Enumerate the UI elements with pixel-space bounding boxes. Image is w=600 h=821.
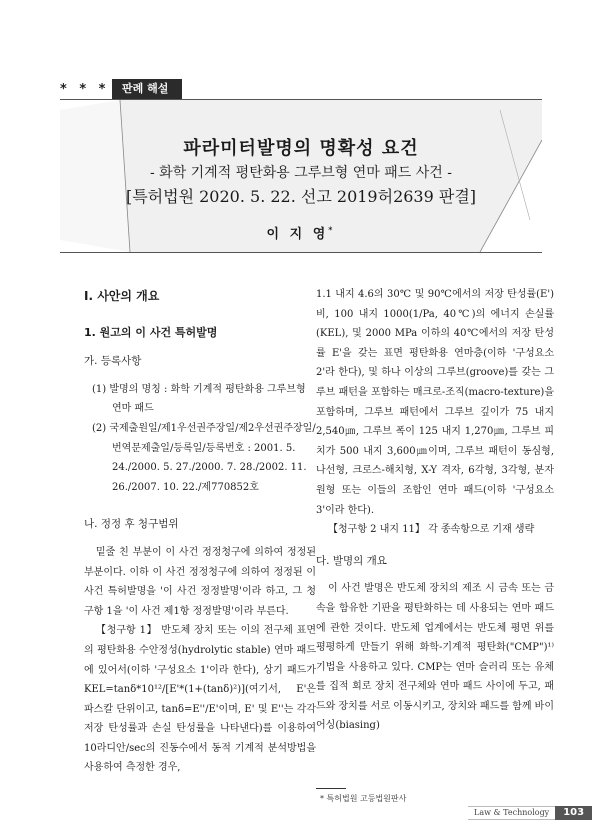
paragraph: 1.1 내지 4.6의 30℃ 및 90℃에서의 저장 탄성률(E') 비, 100 내지 1000(1/Pa, 40℃)의 에너지 손실률(KEL), 및 2000 MPa 이하의 40℃에서의 저장 탄성률 E'을 갖는 표면 평탄화용 연마층(이하 '구성요소 2'라 한다), 및 하나 이상의 그루브(groove)를 갖는 그루브 패턴을 포함하는 매크로-조직(macro-texture)을 포함하며, 그루브 패턴에서 그루브 깊이가 75 내지 2,540㎛, 그루브 폭이 125 내지 1,270㎛, 그루브 피치가 500 내지 3,600㎛이며, 그루브 패턴이 동심형, 나선형, 크로스-해치형, X-Y 격자, 6각형, 3각형, 분자원형 또는 이들의 조합인 연마 패드(이하 '구성요소 3'이라 한다). — [316, 289, 554, 516]
journal-brand: Law & Technology — [468, 806, 555, 820]
right-column — [316, 285, 554, 736]
footnote-text: 특허법원 고등법원판사 — [326, 794, 407, 803]
section-tag — [60, 79, 182, 99]
claim-1-text: 【청구항 1】 반도체 장치 또는 이의 전구체 표면의 평탄화용 수안정성(hydrolytic stable) 연마 패드에 있어서(이하 '구성요소 1'이라 한다), 상기 패드가 KEL=tanδ*10¹²/[E'*(1+(tanδ)²)](여기서, E'은 파스칼 단위이고, tanδ=E''/E'이며, E' 및 E''는 각각 저장 탄성률과 손실 탄성률을 나타낸다)를 이용하여 10라디안/sec의 진동수에서 동적 기계적 분석방법을 사용하여 측정한 경우, — [84, 625, 316, 774]
title-rule — [60, 252, 542, 253]
case-citation: [특허법원 2020. 5. 22. 선고 2019허2639 판결] — [125, 187, 477, 206]
section-heading: I. 사안의 개요 — [84, 289, 160, 303]
article-title: 파라미터발명의 명확성 요건 — [183, 138, 419, 159]
claims-2-11: 【청구항 2 내지 11】 각 종속항으로 기재 생략 — [328, 524, 535, 536]
subheading-claims: 나. 정정 후 청구범위 — [84, 518, 179, 531]
paragraph: 이 사건 발명은 반도체 장치의 제조 시 금속 또는 금속을 함유한 기판을 평탄화하는 데 사용되는 연마 패드에 관한 것이다. 반도체 업계에서는 반도체 평면 위를 평평하게 만들기 위해 화학-기계적 평탄화("CMP")¹⁾ 기법을 사용하고 있다. CMP는 연마 슬러리 또는 유체를 집적 회로 장치 전구체와 연마 패드 사이에 두고, 패드와 장치를 서로 이동시키고, 장치와 패드를 함께 바이어싱(biasing) — [316, 583, 554, 732]
paragraph: 밑줄 친 부분이 이 사건 정정청구에 의하여 정정된 부분이다. 이하 이 사건 정정청구에 의하여 정정된 이 사건 특허발명을 '이 사건 정정발명'이라 하고, 그 청구항 1을 '이 사건 제1항 정정발명'이라 부른다. — [84, 546, 316, 617]
subheading-summary: 다. 발명의 개요 — [316, 554, 387, 567]
author-footnote-mark: * — [328, 224, 336, 235]
footer-bar — [468, 806, 592, 820]
list-item: (2) 국제출원일/제1우선권주장일/제2우선권주장일/번역문제출일/등록일/등록번호 : 2001. 5. 24./2000. 5. 27./2000. 7. 28./2002. 11. 26./2007. 10. 22./제770852호 — [92, 422, 316, 493]
author — [60, 223, 542, 242]
footnote-mark: * — [320, 794, 324, 803]
left-column — [84, 285, 316, 778]
stars-mark: * * * — [60, 81, 110, 97]
title-block — [60, 106, 542, 242]
author-name: 이 지 영 — [266, 227, 329, 242]
article-subtitle: - 화학 기계적 평탄화용 그루브형 연마 패드 사건 - — [149, 165, 453, 181]
list-item: (1) 발명의 명칭 : 화학 기계적 평탄화용 그루브형 연마 패드 — [92, 383, 306, 415]
subsection-heading: 1. 원고의 이 사건 특허발명 — [84, 325, 218, 339]
footnote — [320, 793, 406, 804]
footnote-rule — [316, 788, 346, 789]
category-label: 판례 해설 — [112, 79, 182, 99]
subheading-registration: 가. 등록사항 — [84, 355, 142, 368]
page-number: 103 — [555, 806, 592, 820]
